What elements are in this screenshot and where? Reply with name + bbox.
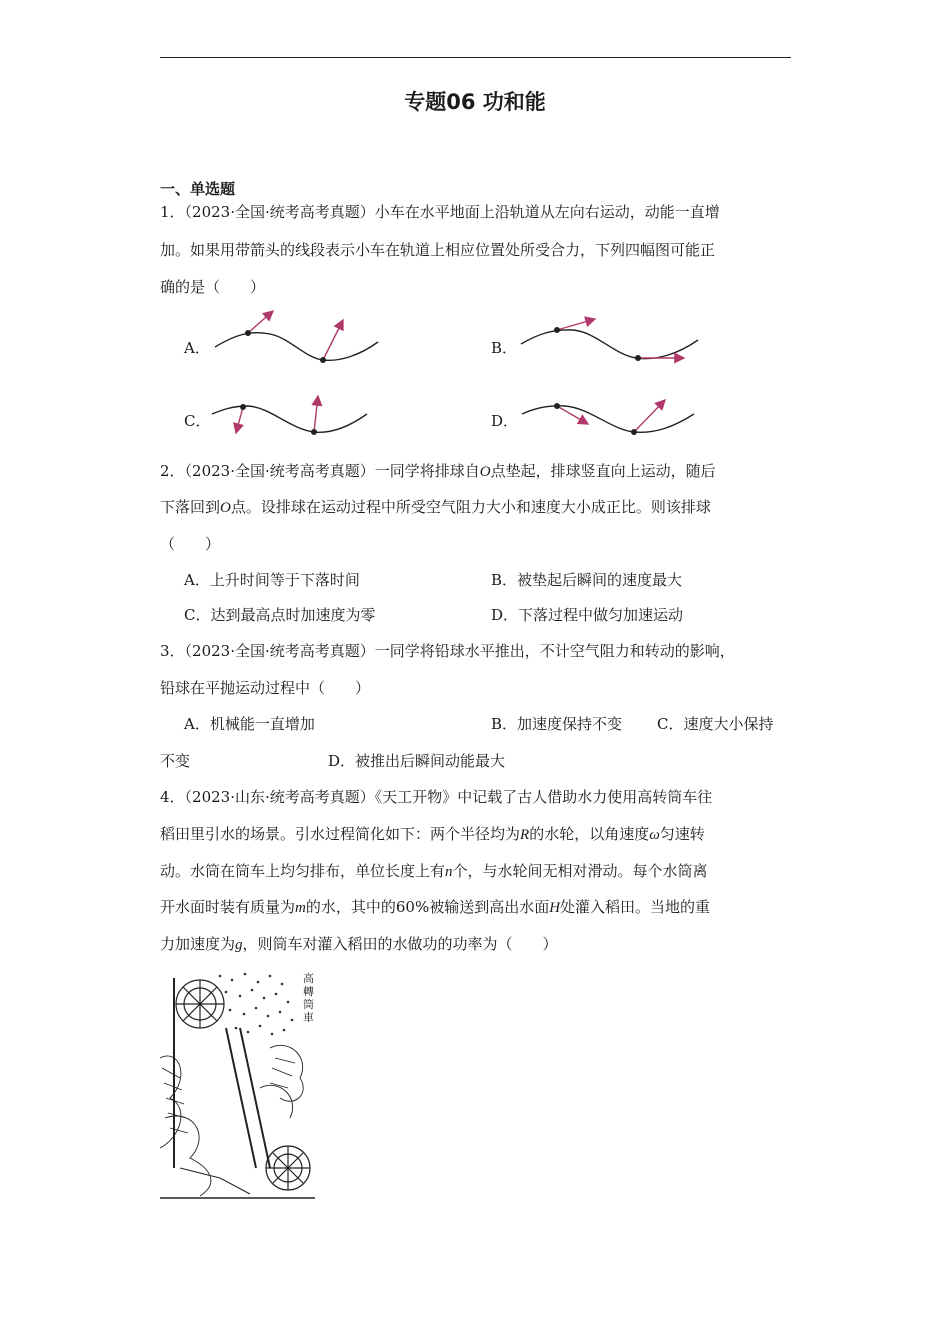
q4-line-2: 稻田里引水的场景。引水过程简化如下：两个半径均为R的水轮，以角速度ω匀速转 xyxy=(160,825,705,843)
q1-option-b-label: B． xyxy=(491,339,518,357)
svg-text:轉: 轉 xyxy=(303,985,314,998)
illustration-caption xyxy=(303,971,314,1024)
waterwheel-illustration xyxy=(160,968,315,1200)
q1-option-a-label: A． xyxy=(184,339,210,357)
svg-text:車: 車 xyxy=(303,1011,314,1024)
q1-diagram-b xyxy=(518,312,698,367)
q4-line-3: 动。水筒在筒车上均匀排布，单位长度上有n个，与水轮间无相对滑动。每个水筒离 xyxy=(160,862,708,880)
q3-option-b: B．加速度保持不变 xyxy=(491,715,623,733)
q3-line-1: 3．（2023·全国·统考高考真题）一同学将铅球水平推出，不计空气阻力和转动的影响， xyxy=(160,642,735,660)
q3-option-d: D．被推出后瞬间动能最大 xyxy=(328,752,506,770)
q4-line-1: 4．（2023·山东·统考高考真题）《天工开物》中记载了古人借助水力使用高转筒车往 xyxy=(160,788,713,806)
q1-diagram-c xyxy=(210,394,370,439)
q1-diagram-d xyxy=(520,396,696,438)
q2-option-c: C．达到最高点时加速度为零 xyxy=(184,606,376,624)
section-heading: 一、单选题 xyxy=(160,180,236,198)
q1-line-3: 确的是（ ） xyxy=(160,278,266,296)
q1-line-2: 加。如果用带箭头的线段表示小车在轨道上相应位置处所受合力，下列四幅图可能正 xyxy=(160,241,716,259)
page-title: 专题06 功和能 xyxy=(404,90,546,114)
top-rule xyxy=(160,57,791,58)
q1-line-1: 1．（2023·全国·统考高考真题）小车在水平地面上沿轨道从左向右运动，动能一直增 xyxy=(160,203,720,221)
q4-line-5: 力加速度为g，则筒车对灌入稻田的水做功的功率为（ ） xyxy=(160,935,558,953)
q1-option-c-label: C． xyxy=(184,412,211,430)
q2-line-1: 2．（2023·全国·统考高考真题）一同学将排球自O点垫起，排球竖直向上运动，随后 xyxy=(160,462,716,480)
q4-line-4: 开水面时装有质量为m的水，其中的60%被输送到高出水面H处灌入稻田。当地的重 xyxy=(160,898,711,916)
svg-text:筒: 筒 xyxy=(303,998,314,1011)
q3-option-c: C．速度大小保持 xyxy=(657,715,774,733)
q3-option-a: A．机械能一直增加 xyxy=(184,715,315,733)
svg-text:高: 高 xyxy=(303,972,314,985)
q3-option-c-continued: 不变 xyxy=(160,752,191,770)
q3-line-2: 铅球在平抛运动过程中（ ） xyxy=(160,679,371,697)
q2-line-3: （ ） xyxy=(160,535,221,553)
q2-line-2: 下落回到O点。设排球在运动过程中所受空气阻力大小和速度大小成正比。则该排球 xyxy=(160,498,711,516)
q1-diagram-a xyxy=(210,310,385,370)
q1-option-d-label: D． xyxy=(491,412,519,430)
q2-option-b: B．被垫起后瞬间的速度最大 xyxy=(491,571,683,589)
q2-option-d: D．下落过程中做匀加速运动 xyxy=(491,606,684,624)
q2-option-a: A．上升时间等于下落时间 xyxy=(184,571,360,589)
